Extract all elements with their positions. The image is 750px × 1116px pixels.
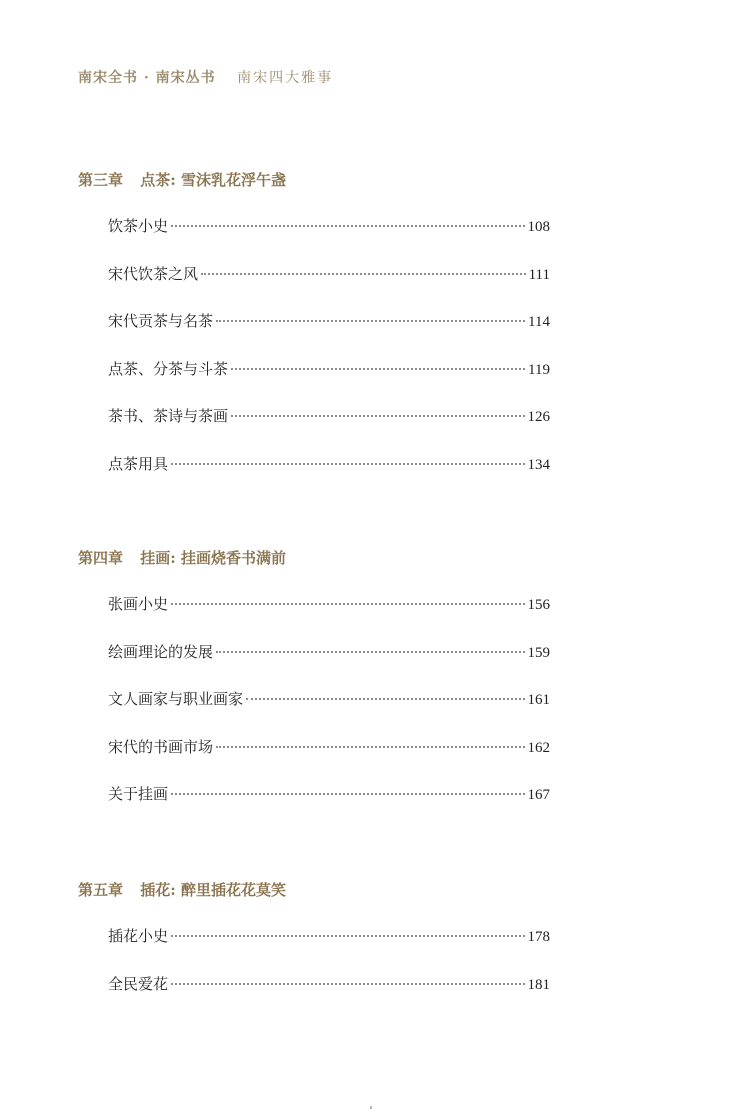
- toc-entry-title: 关于挂画: [108, 785, 169, 803]
- toc-entry-list: [78, 215, 550, 500]
- toc-entry-title: 全民爱花: [108, 974, 169, 993]
- chapter-title: 点茶: 雪沫乳花浮午盏: [140, 171, 287, 189]
- toc-entry-title: 饮茶小史: [108, 217, 169, 235]
- toc-entry[interactable]: [108, 358, 550, 406]
- toc-entry-title: 插花小史: [108, 927, 169, 945]
- toc-entry[interactable]: [108, 973, 550, 1021]
- toc-entry[interactable]: [108, 310, 550, 358]
- dot-leader: [216, 320, 525, 322]
- toc-entry-title: 宋代饮茶之风: [108, 264, 199, 283]
- running-header: [78, 67, 333, 87]
- toc-page-number: 119: [528, 361, 550, 378]
- dot-leader: [231, 415, 524, 417]
- chapter-heading: [78, 880, 550, 900]
- dot-leader: [216, 651, 524, 653]
- dot-leader: [216, 746, 524, 748]
- dot-leader: [246, 698, 524, 700]
- dot-leader: [171, 225, 524, 227]
- chapter-label: 第三章: [78, 171, 124, 189]
- toc-entry[interactable]: [108, 263, 550, 311]
- chapter-4-section: [78, 548, 550, 831]
- chapter-3-section: [78, 170, 550, 500]
- toc-entry-title: 张画小史: [108, 595, 169, 613]
- chapter-label: 第五章: [78, 881, 124, 899]
- dot-leader: [171, 603, 524, 605]
- chapter-heading: [78, 548, 550, 568]
- toc-page-number: 159: [527, 644, 550, 661]
- toc-page-number: 156: [527, 597, 550, 613]
- toc-entry[interactable]: [108, 453, 550, 501]
- dot-leader: [171, 793, 524, 795]
- dot-leader: [171, 983, 524, 985]
- toc-entry[interactable]: [108, 736, 550, 784]
- toc-entry-title: 宋代贡茶与名茶: [108, 312, 214, 330]
- toc-entry-title: 点茶用具: [108, 454, 169, 473]
- toc-entry[interactable]: [108, 783, 550, 831]
- toc-page-number: 114: [528, 314, 550, 330]
- toc-page-number: 161: [527, 692, 550, 708]
- toc-entry[interactable]: [108, 405, 550, 453]
- toc-entry-title: 文人画家与职业画家: [108, 690, 244, 708]
- chapter-title: 挂画: 挂画烧香书满前: [140, 549, 287, 567]
- chapter-5-section: [78, 880, 550, 1020]
- dot-leader: [171, 463, 524, 465]
- chapter-label: 第四章: [78, 549, 124, 567]
- toc-entry[interactable]: [108, 925, 550, 973]
- toc-page-number: 162: [527, 739, 550, 756]
- toc-page-number: 181: [527, 976, 550, 993]
- toc-entry-title: 点茶、分茶与斗茶: [108, 359, 229, 378]
- page-edge-mark: [370, 1106, 372, 1109]
- toc-entry[interactable]: [108, 641, 550, 689]
- chapter-heading: [78, 170, 550, 190]
- dot-leader: [231, 368, 525, 370]
- chapter-title: 插花: 醉里插花花莫笑: [140, 881, 287, 899]
- dot-leader: [171, 935, 524, 937]
- series-title: 南宋全书 · 南宋丛书: [78, 70, 216, 86]
- toc-page-number: 134: [527, 456, 550, 473]
- toc-entry-title: 茶书、茶诗与茶画: [108, 407, 229, 425]
- toc-page-number: 178: [527, 929, 550, 945]
- toc-entry-list: [78, 593, 550, 831]
- dot-leader: [201, 273, 526, 275]
- toc-entry[interactable]: [108, 215, 550, 263]
- toc-entry-list: [78, 925, 550, 1020]
- book-subtitle: 南宋四大雅事: [237, 70, 334, 86]
- toc-page-number: 167: [527, 787, 550, 803]
- toc-page-number: 126: [527, 409, 550, 425]
- toc-entry[interactable]: [108, 688, 550, 736]
- toc-page-number: 108: [527, 219, 550, 235]
- toc-entry-title: 绘画理论的发展: [108, 642, 214, 661]
- toc-entry[interactable]: [108, 593, 550, 641]
- toc-entry-title: 宋代的书画市场: [108, 737, 214, 756]
- toc-page-number: 111: [528, 266, 550, 283]
